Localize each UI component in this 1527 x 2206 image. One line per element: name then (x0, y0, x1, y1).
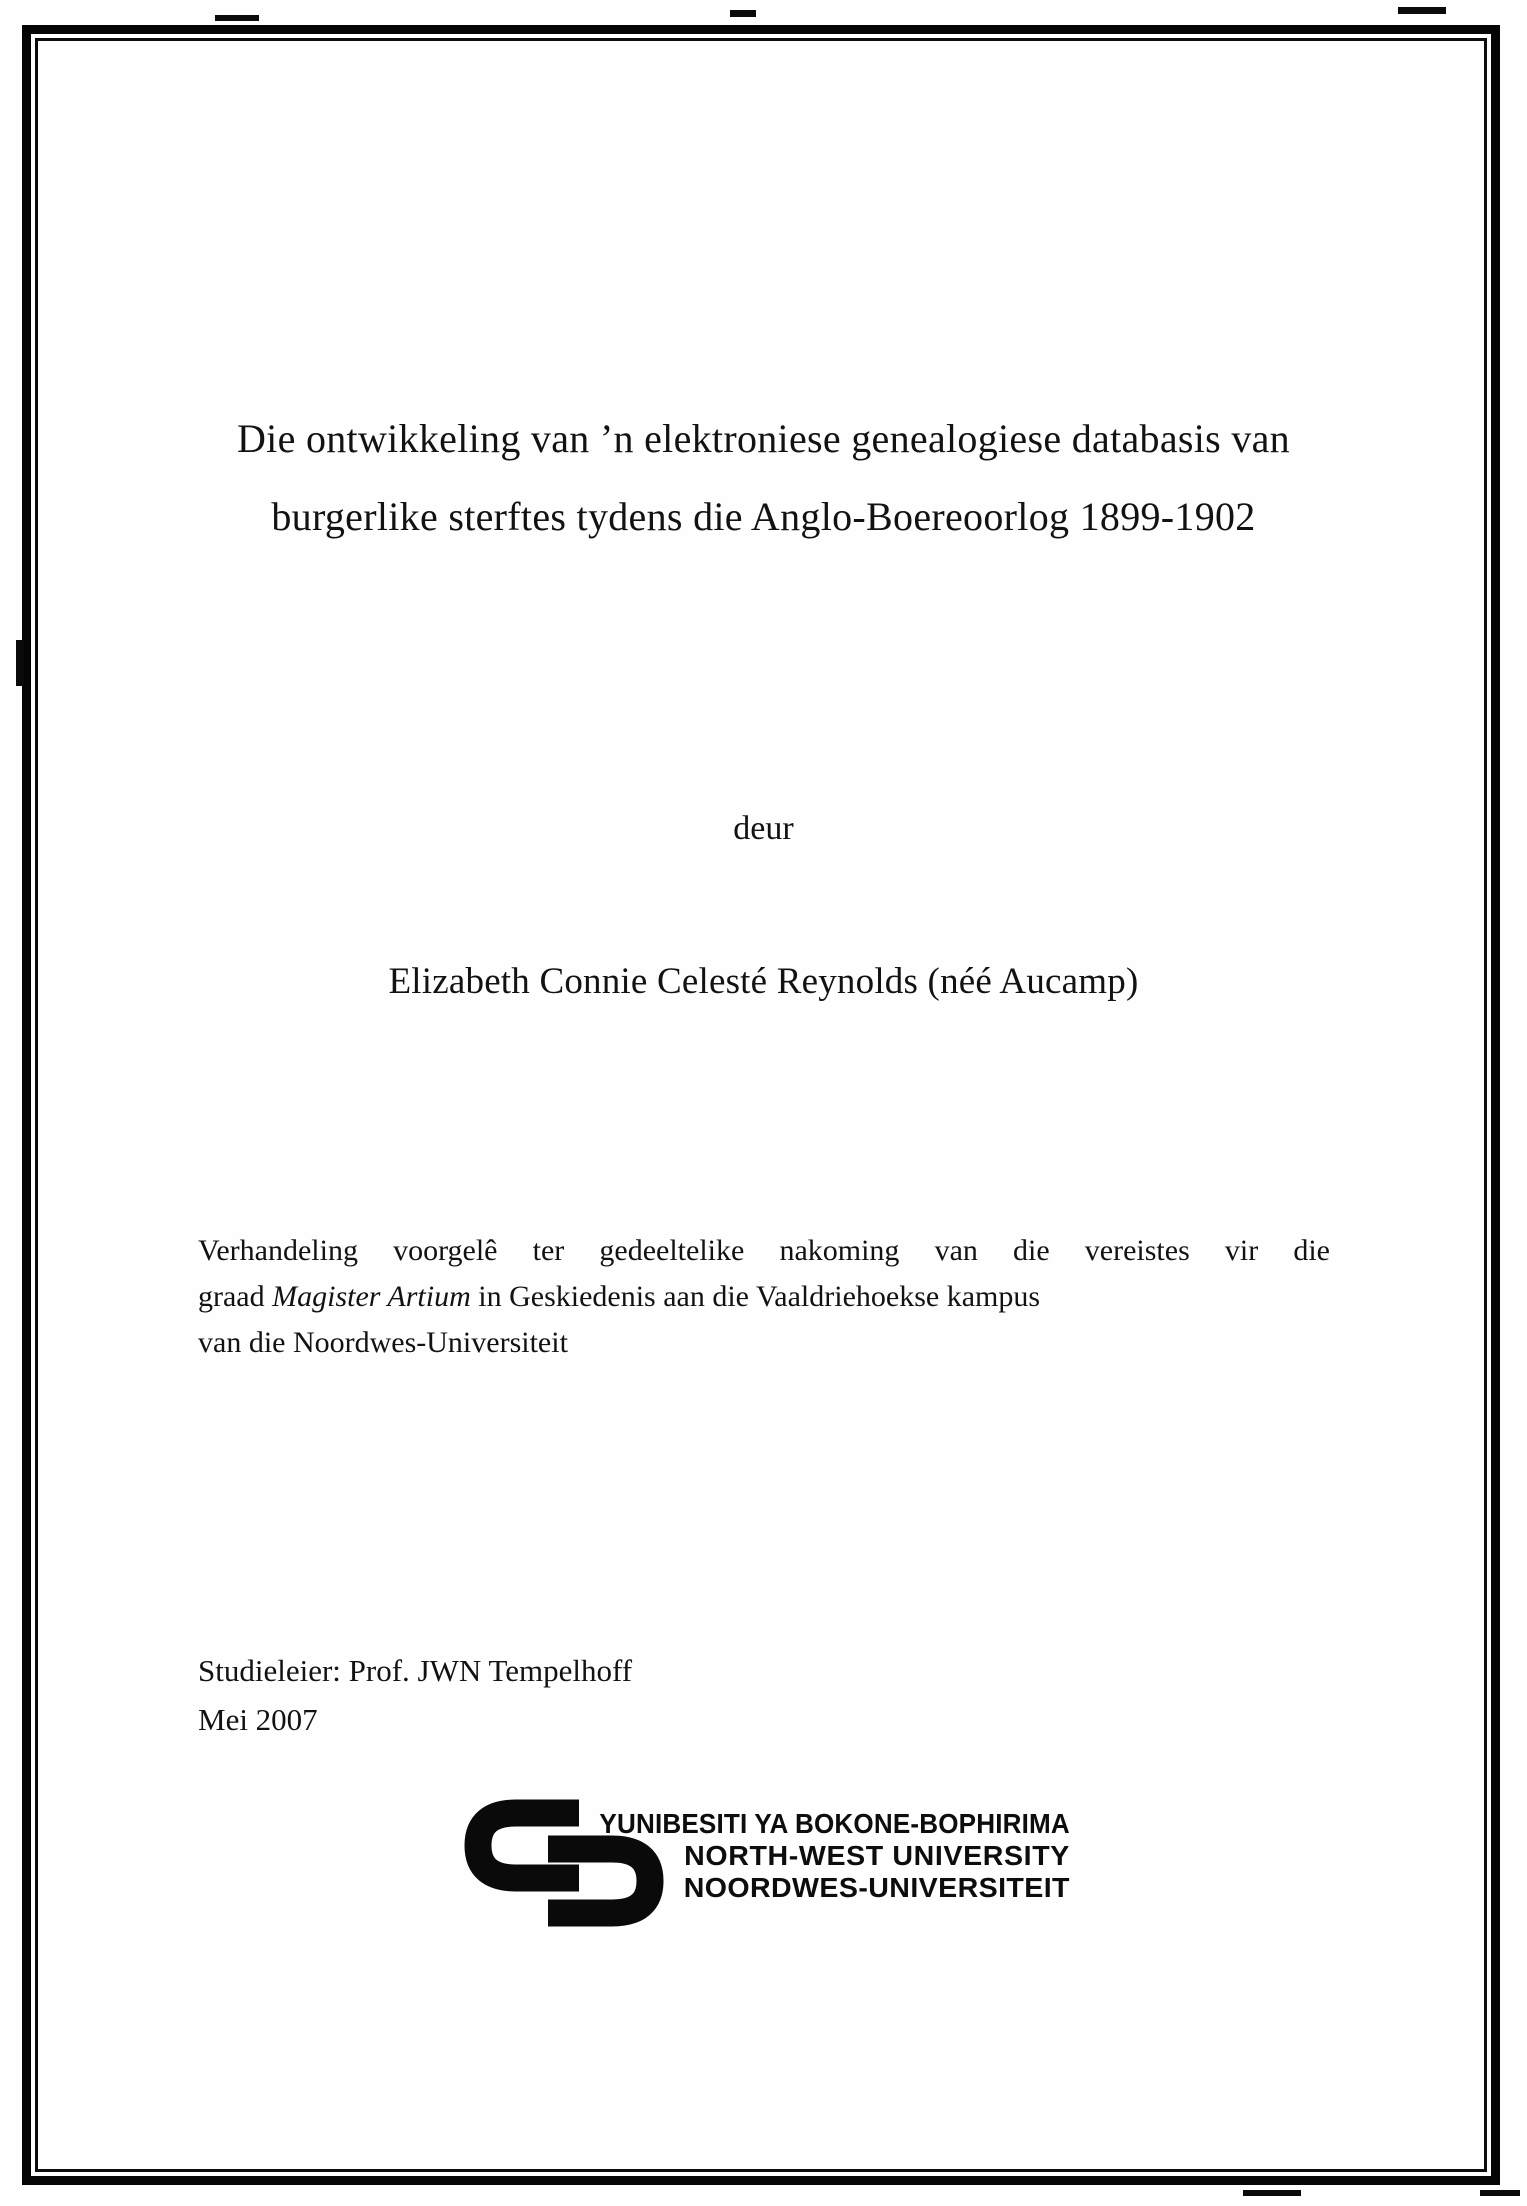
degree-statement-line2-prefix: graad (198, 1280, 273, 1313)
degree-name-italic: Magister Artium (272, 1280, 471, 1313)
logo-text-afrikaans: NOORDWES-UNIVERSITEIT (683, 1872, 1070, 1903)
date-line: Mei 2007 (198, 1702, 318, 1737)
supervisor-block (198, 1646, 1098, 1744)
scan-noise-speck (16, 640, 24, 686)
scan-noise-speck (1480, 2190, 1520, 2196)
logo-text-english: NORTH-WEST UNIVERSITY (684, 1840, 1070, 1871)
scan-noise-speck (215, 15, 259, 21)
thesis-title-line2: burgerlike sterftes tydens die Anglo-Boereoorlog 1899-1902 (271, 494, 1256, 539)
degree-statement-line2 (198, 1274, 1330, 1320)
thesis-title (0, 400, 1527, 556)
scan-noise-speck (730, 10, 756, 17)
degree-statement-line3: van die Noordwes-Universiteit (198, 1326, 568, 1359)
byline-label: deur (733, 810, 794, 847)
degree-statement-line1: Verhandeling voorgelê ter gedeeltelike nakoming van die vereistes vir die (198, 1234, 1330, 1267)
scan-noise-speck (1398, 7, 1446, 14)
logo-text-setswana: YUNIBESITI YA BOKONE-BOPHIRIMA (599, 1808, 1070, 1839)
degree-statement (198, 1228, 1330, 1366)
degree-statement-line2-suffix: in Geskiedenis aan die Vaaldriehoekse kampus (470, 1280, 1041, 1313)
page-frame-outer (22, 25, 1500, 2185)
author-name: Elizabeth Connie Celesté Reynolds (néé Aucamp) (388, 961, 1139, 1002)
scan-noise-speck (1243, 2190, 1301, 2196)
thesis-title-line1: Die ontwikkeling van ’n elektroniese genealogiese databasis van (236, 416, 1290, 461)
page-frame-inner (35, 38, 1487, 2172)
supervisor-line: Studieleier: Prof. JWN Tempelhoff (198, 1653, 633, 1688)
